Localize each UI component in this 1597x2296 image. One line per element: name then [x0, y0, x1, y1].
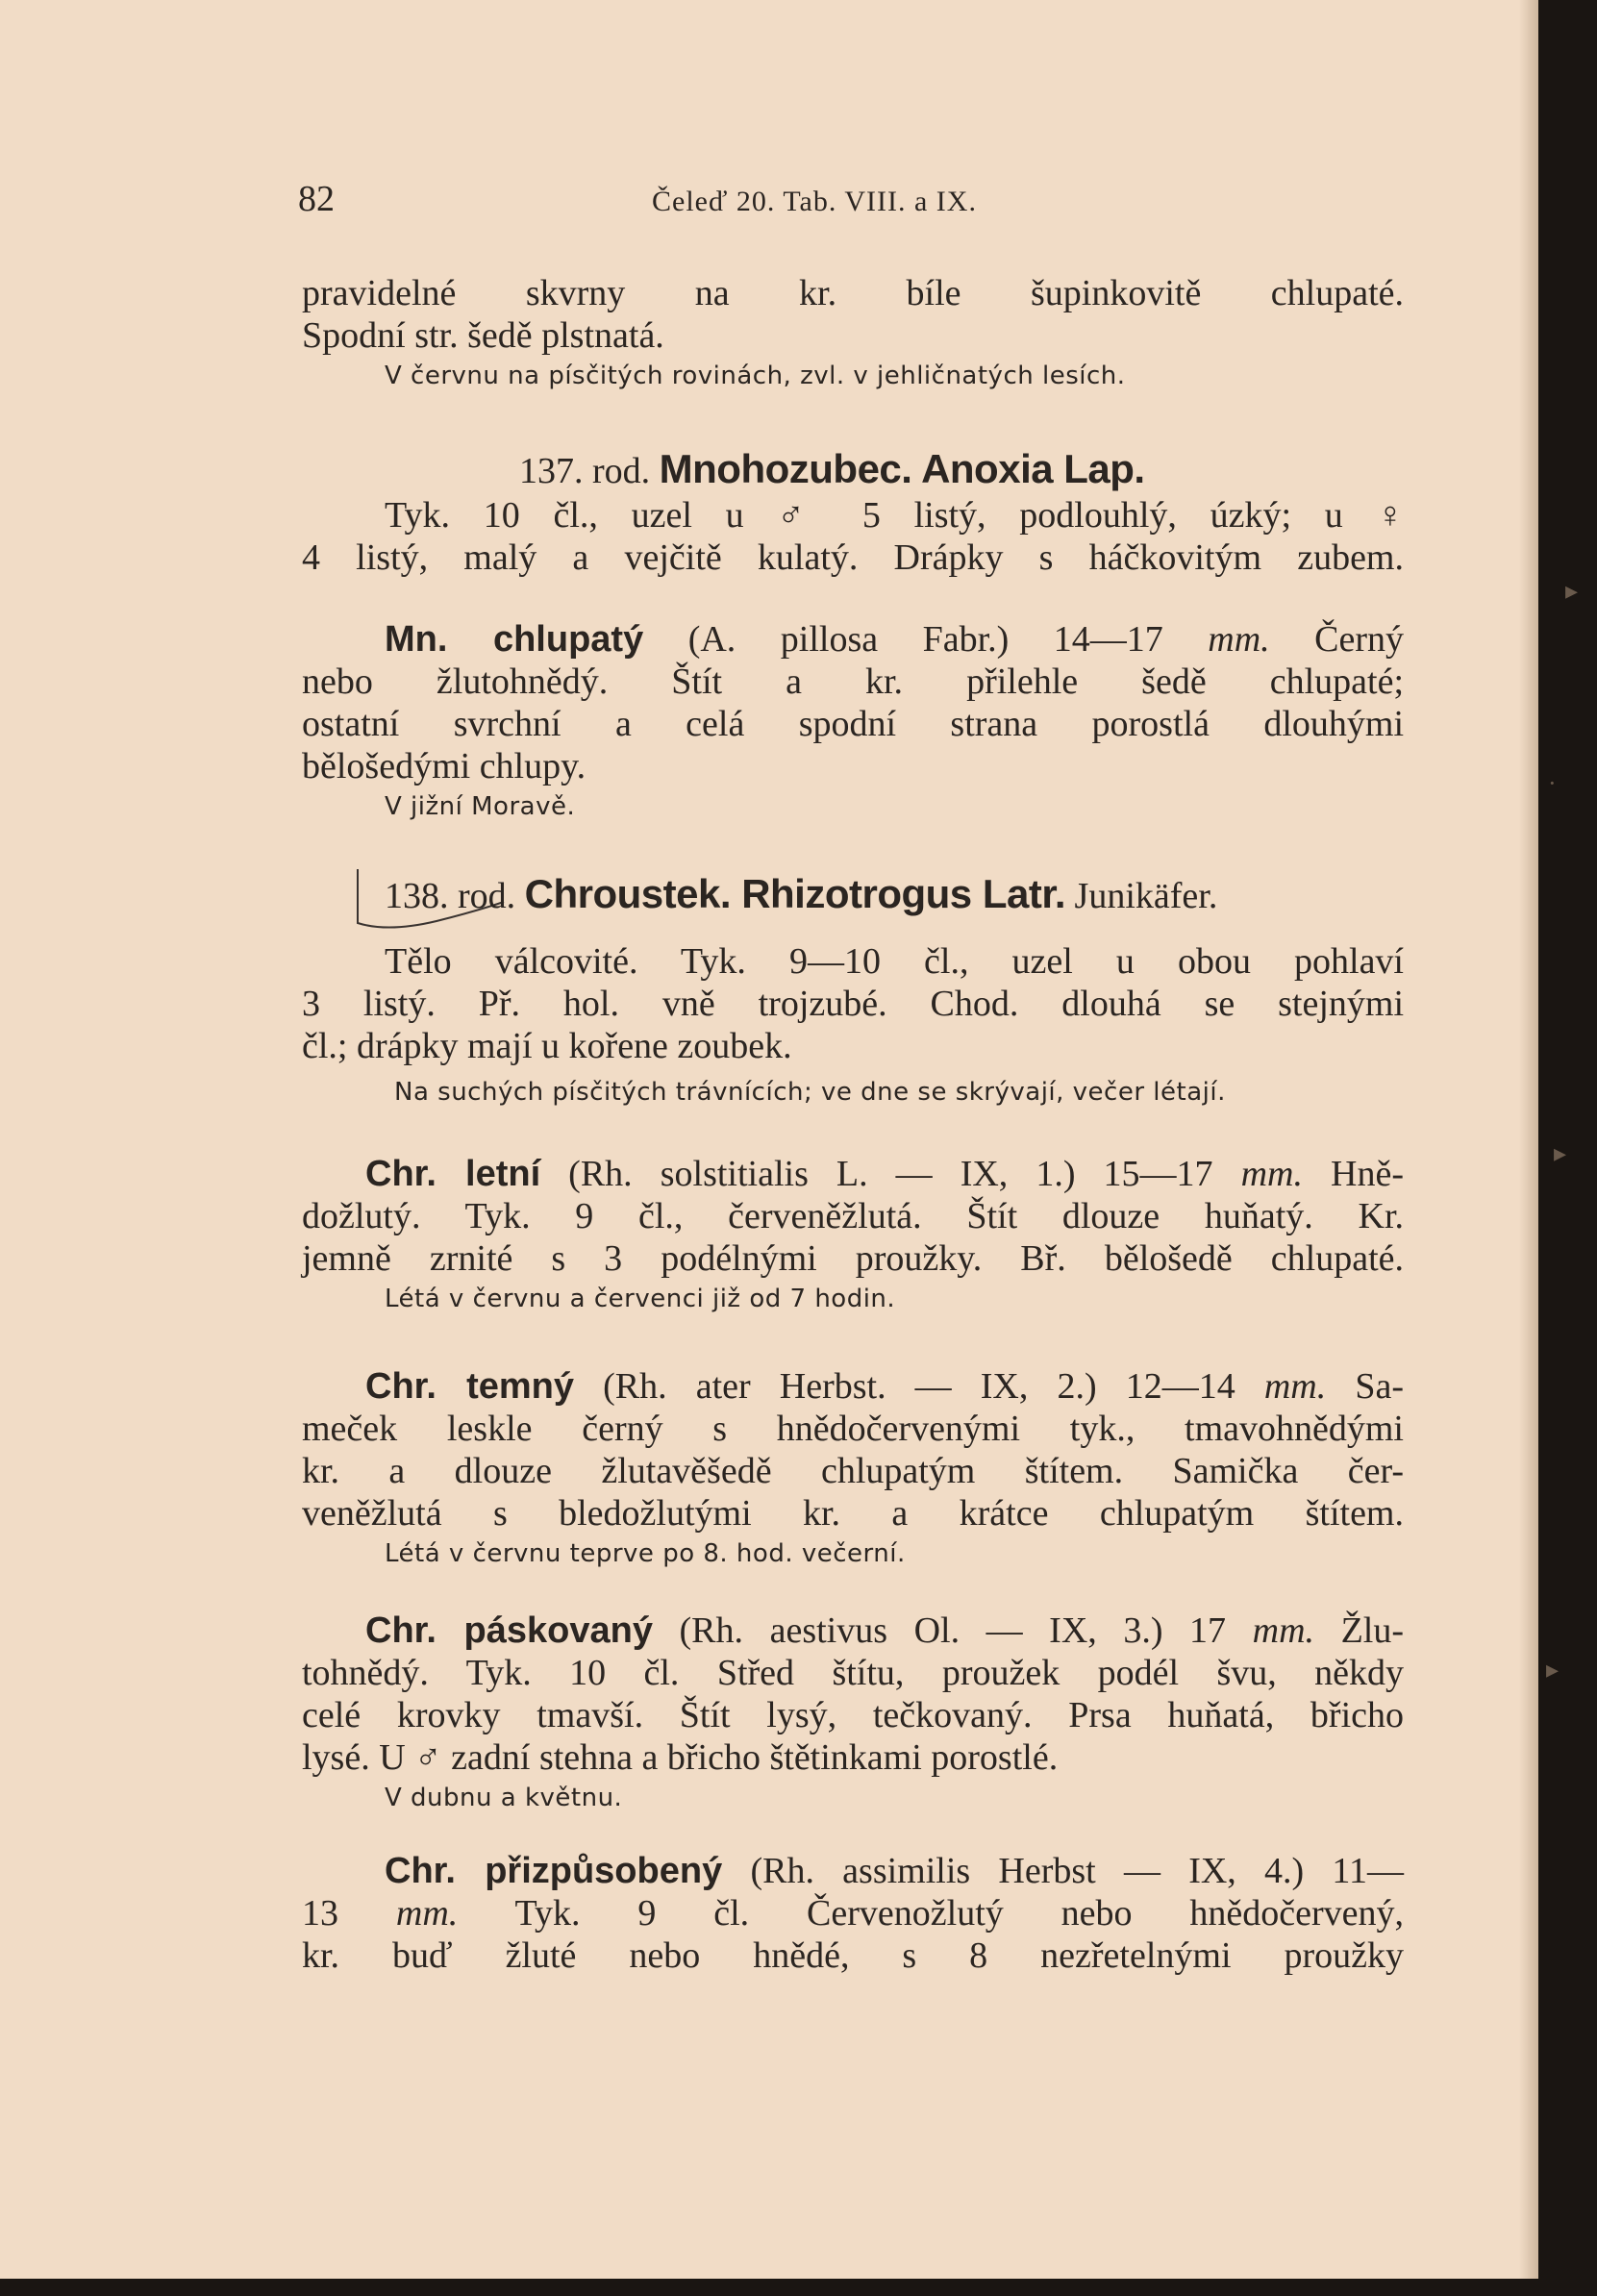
species-ref: (Rh. assimilis Herbst — IX, 4.) 11—	[750, 1851, 1405, 1891]
species-temny	[302, 1365, 1404, 1573]
species-ref: (Rh. ater Herbst. — IX, 2.) 12—14	[603, 1366, 1235, 1407]
species-name: Chr. páskovaný	[365, 1610, 653, 1651]
habitat-note: V jižní Moravě.	[385, 792, 576, 821]
species-first-line	[302, 1850, 1404, 1892]
text-line: meček leskle černý s hnědočervenými tyk., tmavohnědými	[302, 1409, 1404, 1449]
species-desc-start: Tyk. 9 čl. Červenožlutý nebo hnědočervený,	[514, 1893, 1404, 1934]
species-ref: (Rh. aestivus Ol. — IX, 3.) 17	[679, 1610, 1227, 1651]
species-desc-start: Žlu-	[1340, 1610, 1405, 1651]
genus-german-name: Junikäfer.	[1074, 876, 1218, 916]
margin-speck: ▸	[1565, 577, 1579, 605]
species-second-line	[302, 1892, 1404, 1934]
text-line: Spodní str. šedě plstnatá.	[302, 315, 664, 356]
text-line: lysé. U ♂ zadní stehna a břicho štětinkami porostlé.	[302, 1737, 1059, 1778]
habitat-note: Na suchých písčitých trávnících; ve dne se skrývají, večer létají.	[394, 1078, 1226, 1107]
text-line: 3 listý. Př. hol. vně trojzubé. Chod. dlouhá se stejnými	[302, 984, 1404, 1024]
species-first-line	[302, 1365, 1404, 1408]
genus-138-section	[302, 869, 1404, 1111]
text-line: jemně zrnité s 3 podélnými proužky. Bř. bělošedě chlupaté.	[302, 1238, 1404, 1279]
text-line: kr. a dlouze žlutavěšedě chlupatým štítem. Samička čer-	[302, 1451, 1404, 1491]
unit: mm.	[1263, 1366, 1327, 1407]
species-prizpusobeny	[302, 1850, 1404, 1977]
habitat-note: V červnu na písčitých rovinách, zvl. v jehličnatých lesích.	[385, 362, 1126, 390]
species-letni	[302, 1153, 1404, 1318]
genus-137-section	[302, 444, 1404, 579]
text-line: 4 listý, malý a vejčitě kulatý. Drápky s háčkovitým zubem.	[302, 537, 1404, 578]
page-number: 82	[298, 179, 335, 219]
unit: mm.	[395, 1893, 459, 1934]
habitat-note: V dubnu a květnu.	[385, 1784, 623, 1812]
size-value: 13	[302, 1893, 338, 1934]
text-line: Tyk. 10 čl., uzel u ♂ 5 listý, podlouhlý, úzký; u ♀	[385, 495, 1404, 536]
species-name: Chr. temný	[365, 1366, 574, 1407]
margin-speck: ▸	[1546, 1656, 1560, 1684]
text-line: bělošedými chlupy.	[302, 746, 586, 786]
text-line: veněžlutá s bledožlutými kr. a krátce chlupatým štítem.	[302, 1493, 1404, 1534]
species-ref: (Rh. solstitialis L. — IX, 1.) 15—17	[568, 1154, 1213, 1194]
species-desc-start: Hně-	[1331, 1154, 1404, 1194]
habitat-note: Létá v červnu teprve po 8. hod. večerní.	[385, 1539, 906, 1568]
unit: mm.	[1252, 1610, 1315, 1651]
running-title: Čeleď 20. Tab. VIII. a IX.	[652, 186, 977, 217]
species-chlupaty	[302, 618, 1404, 826]
text-line: tohnědý. Tyk. 10 čl. Střed štítu, proužek podél švu, někdy	[302, 1653, 1404, 1693]
genus-number: 138. rod.	[385, 876, 516, 916]
genus-heading	[302, 444, 1404, 494]
species-desc-start: Černý	[1314, 619, 1405, 660]
habitat-note: Létá v červnu a červenci již od 7 hodin.	[385, 1285, 896, 1313]
species-name: Chr. letní	[365, 1154, 541, 1194]
species-first-line	[302, 618, 1404, 661]
species-first-line	[302, 1610, 1404, 1652]
text-line: dožlutý. Tyk. 9 čl., červeněžlutá. Štít dlouze huňatý. Kr.	[302, 1196, 1404, 1236]
genus-heading	[302, 869, 1404, 919]
genus-name: Chroustek. Rhizotrogus Latr.	[524, 871, 1066, 916]
species-desc-start: Sa-	[1355, 1366, 1405, 1407]
text-line: čl.; drápky mají u kořene zoubek.	[302, 1026, 792, 1066]
margin-speck: ▸	[1554, 1139, 1567, 1167]
species-name: Mn. chlupatý	[385, 619, 644, 660]
text-line: pravidelné skvrny na kr. bíle šupinkovitě chlupaté.	[302, 273, 1404, 313]
text-line: nebo žlutohnědý. Štít a kr. přilehle šedě chlupaté;	[302, 661, 1404, 702]
text-line: ostatní svrchní a celá spodní strana porostlá dlouhými	[302, 704, 1404, 744]
continuation-paragraph	[302, 272, 1404, 395]
margin-speck: ·	[1548, 769, 1557, 797]
genus-number: 137. rod.	[519, 451, 651, 491]
unit: mm.	[1240, 1154, 1303, 1194]
unit: mm.	[1208, 619, 1270, 660]
species-paskovany	[302, 1610, 1404, 1817]
text-line: Tělo válcovité. Tyk. 9—10 čl., uzel u obou pohlaví	[385, 941, 1404, 982]
genus-name: Mnohozubec. Anoxia Lap.	[659, 446, 1145, 491]
page-edge-shadow	[1519, 0, 1538, 2279]
species-first-line	[302, 1153, 1404, 1195]
text-line: celé krovky tmavší. Štít lysý, tečkovaný. Prsa huňatá, břicho	[302, 1695, 1404, 1735]
text-line: kr. buď žluté nebo hnědé, s 8 nezřetelnými proužky	[302, 1935, 1404, 1976]
species-ref: (A. pillosa Fabr.) 14—17	[687, 619, 1163, 660]
species-name: Chr. přizpůsobený	[385, 1851, 723, 1891]
